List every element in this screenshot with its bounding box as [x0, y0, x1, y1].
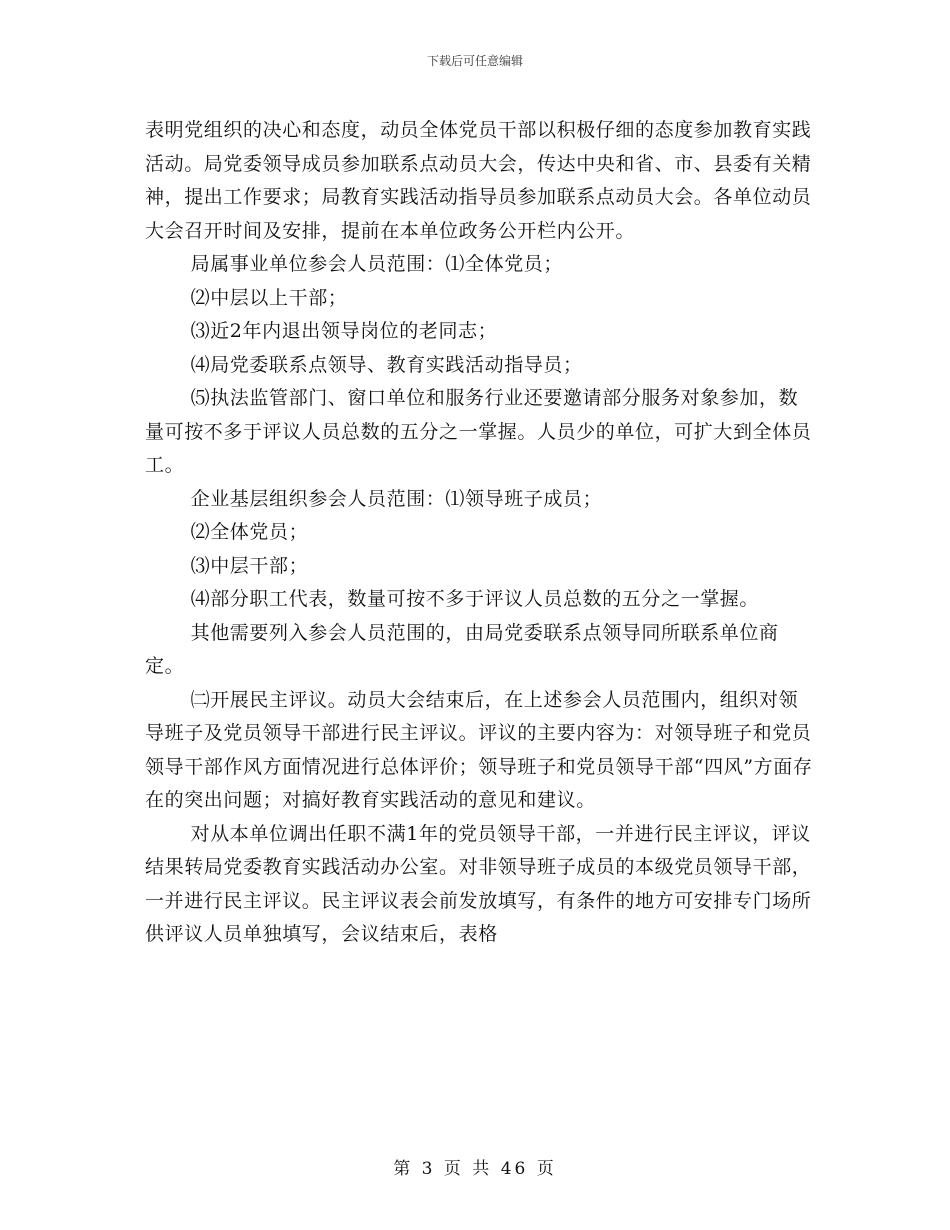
list-item: ⑵全体党员；: [190, 521, 309, 543]
paragraph: 对从本单位调出任职不满1年的党员领导干部，一并进行民主评议，评议结果转局党委教育实践活动办公室。对非领导班子成员的本级党员领导干部，一并进行民主评议。民主评议表会前发放填写，有条件的地方可安排专门场所供评议人员单独填写，会议结束后，表格: [145, 822, 812, 945]
paragraph: ㈡开展民主评议。动员大会结束后，在上述参会人员范围内，组织对领导班子及党员领导干部进行民主评议。评议的主要内容为：对领导班子和党员领导干部作风方面情况进行总体评价；领导班子和党员领导干部“四风”方面存在的突出问题；对搞好教育实践活动的意见和建议。: [145, 688, 813, 811]
list-item: ⑷部分职工代表，数量可按不多于评议人员总数的五分之一掌握。: [190, 588, 759, 610]
list-item: ⑷局党委联系点领导、教育实践活动指导员；: [190, 353, 583, 376]
document-body: [145, 114, 815, 952]
paragraph: 其他需要列入参会人员范围的，由局党委联系点领导同所联系单位商定。: [145, 621, 779, 677]
paragraph: 企业基层组织参会人员范围：⑴领导班子成员；: [190, 487, 603, 510]
list-item: ⑸执法监管部门、窗口单位和服务行业还要邀请部分服务对象参加，数量可按不多于评议人员总数的五分之一掌握。人员少的单位，可扩大到全体员工。: [145, 387, 812, 476]
paragraph: 局属事业单位参会人员范围：⑴全体党员；: [190, 253, 563, 275]
paragraph: 表明党组织的决心和态度，动员全体党员干部以积极仔细的态度参加教育实践活动。局党委领导成员参加联系点动员大会，传达中央和省、市、县委有关精神，提出工作要求；局教育实践活动指导员参加联系点动员大会。各单位动员大会召开时间及安排，提前在本单位政务公开栏内公开。: [145, 119, 812, 242]
page-footer: 第 3 页 共 46 页: [393, 1159, 557, 1179]
list-item: ⑵中层以上干部；: [190, 286, 348, 309]
list-item: ⑶中层干部；: [190, 554, 309, 577]
list-item: ⑶近2年内退出领导岗位的老同志；: [190, 320, 498, 342]
page-header: 下载后可任意编辑: [426, 54, 523, 68]
